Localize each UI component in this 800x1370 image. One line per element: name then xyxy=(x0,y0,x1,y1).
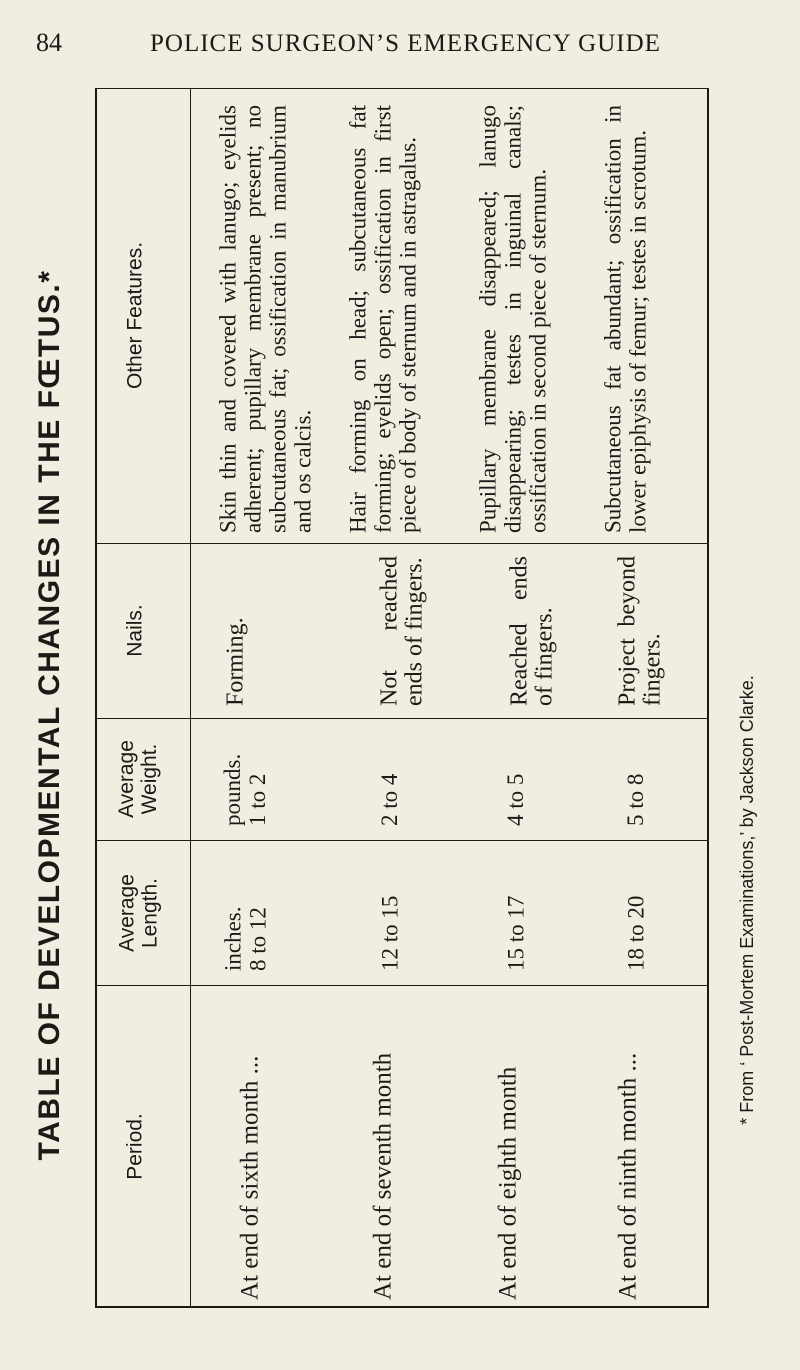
period-cell-eighth: At end of eighth month xyxy=(494,1066,521,1300)
weight-cell-eighth: 4 to 5 xyxy=(503,773,528,826)
nails-cell-ninth: Project beyond fingers. xyxy=(614,556,665,706)
header-other-features: Other Features. xyxy=(123,241,146,390)
footnote: * From ‘ Post-Mortem Examinations,’ by Jackson Clarke. xyxy=(737,675,757,1125)
table-title: TABLE OF DEVELOPMENTAL CHANGES IN THE FŒTUS.* xyxy=(33,269,66,1161)
page-number: 84 xyxy=(36,28,62,57)
features-cell-eighth: Pupillary membrane disappeared; lanugo disappearing; testes in inguinal canals; ossification in second piece of sternum. xyxy=(475,105,550,533)
column-period xyxy=(95,985,709,1308)
header-average-weight: Average Weight. xyxy=(115,740,161,818)
period-cell-seventh: At end of seventh month xyxy=(369,1052,396,1300)
features-cell-ninth: Subcutaneous fat abundant; ossification in lower epiphysis of femur; testes in scrotum. xyxy=(600,105,650,533)
period-cell-sixth: At end of sixth month ... xyxy=(236,1055,263,1300)
features-cell-sixth: Skin thin and covered with lanugo; eyelids adherent; pupillary membrane present; no subcutaneous fat; ossification in manubrium and os calcis. xyxy=(215,105,315,533)
running-head: POLICE SURGEON’S EMERGENCY GUIDE xyxy=(150,30,661,57)
weight-cell-ninth: 5 to 8 xyxy=(623,773,648,826)
period-cell-ninth: At end of ninth month ... xyxy=(614,1052,641,1300)
weight-cell-seventh: 2 to 4 xyxy=(377,773,402,826)
nails-cell-seventh: Not reached ends of fingers. xyxy=(376,556,427,706)
header-average-length: Average Length. xyxy=(115,874,161,952)
column-length xyxy=(95,840,709,985)
nails-cell-sixth: Forming. xyxy=(222,617,248,706)
features-cell-seventh: Hair forming on head; subcutaneous fat forming; eyelids open; ossification in first piece of body of sternum and in astragalus. xyxy=(345,105,420,533)
length-cell-ninth: 18 to 20 xyxy=(623,895,648,971)
header-nails: Nails. xyxy=(123,604,146,657)
weight-cell-sixth: 1 to 2 xyxy=(245,773,270,826)
column-weight xyxy=(95,718,709,840)
weight-unit: pounds. xyxy=(220,753,245,826)
length-cell-sixth: 8 to 12 xyxy=(245,907,270,971)
header-period: Period. xyxy=(123,1113,146,1180)
column-other-features xyxy=(95,88,709,543)
length-cell-eighth: 15 to 17 xyxy=(503,895,528,971)
column-nails xyxy=(95,543,709,718)
length-unit: inches. xyxy=(220,906,245,971)
nails-cell-eighth: Reached ends of fingers. xyxy=(506,556,557,706)
length-cell-seventh: 12 to 15 xyxy=(377,895,402,971)
